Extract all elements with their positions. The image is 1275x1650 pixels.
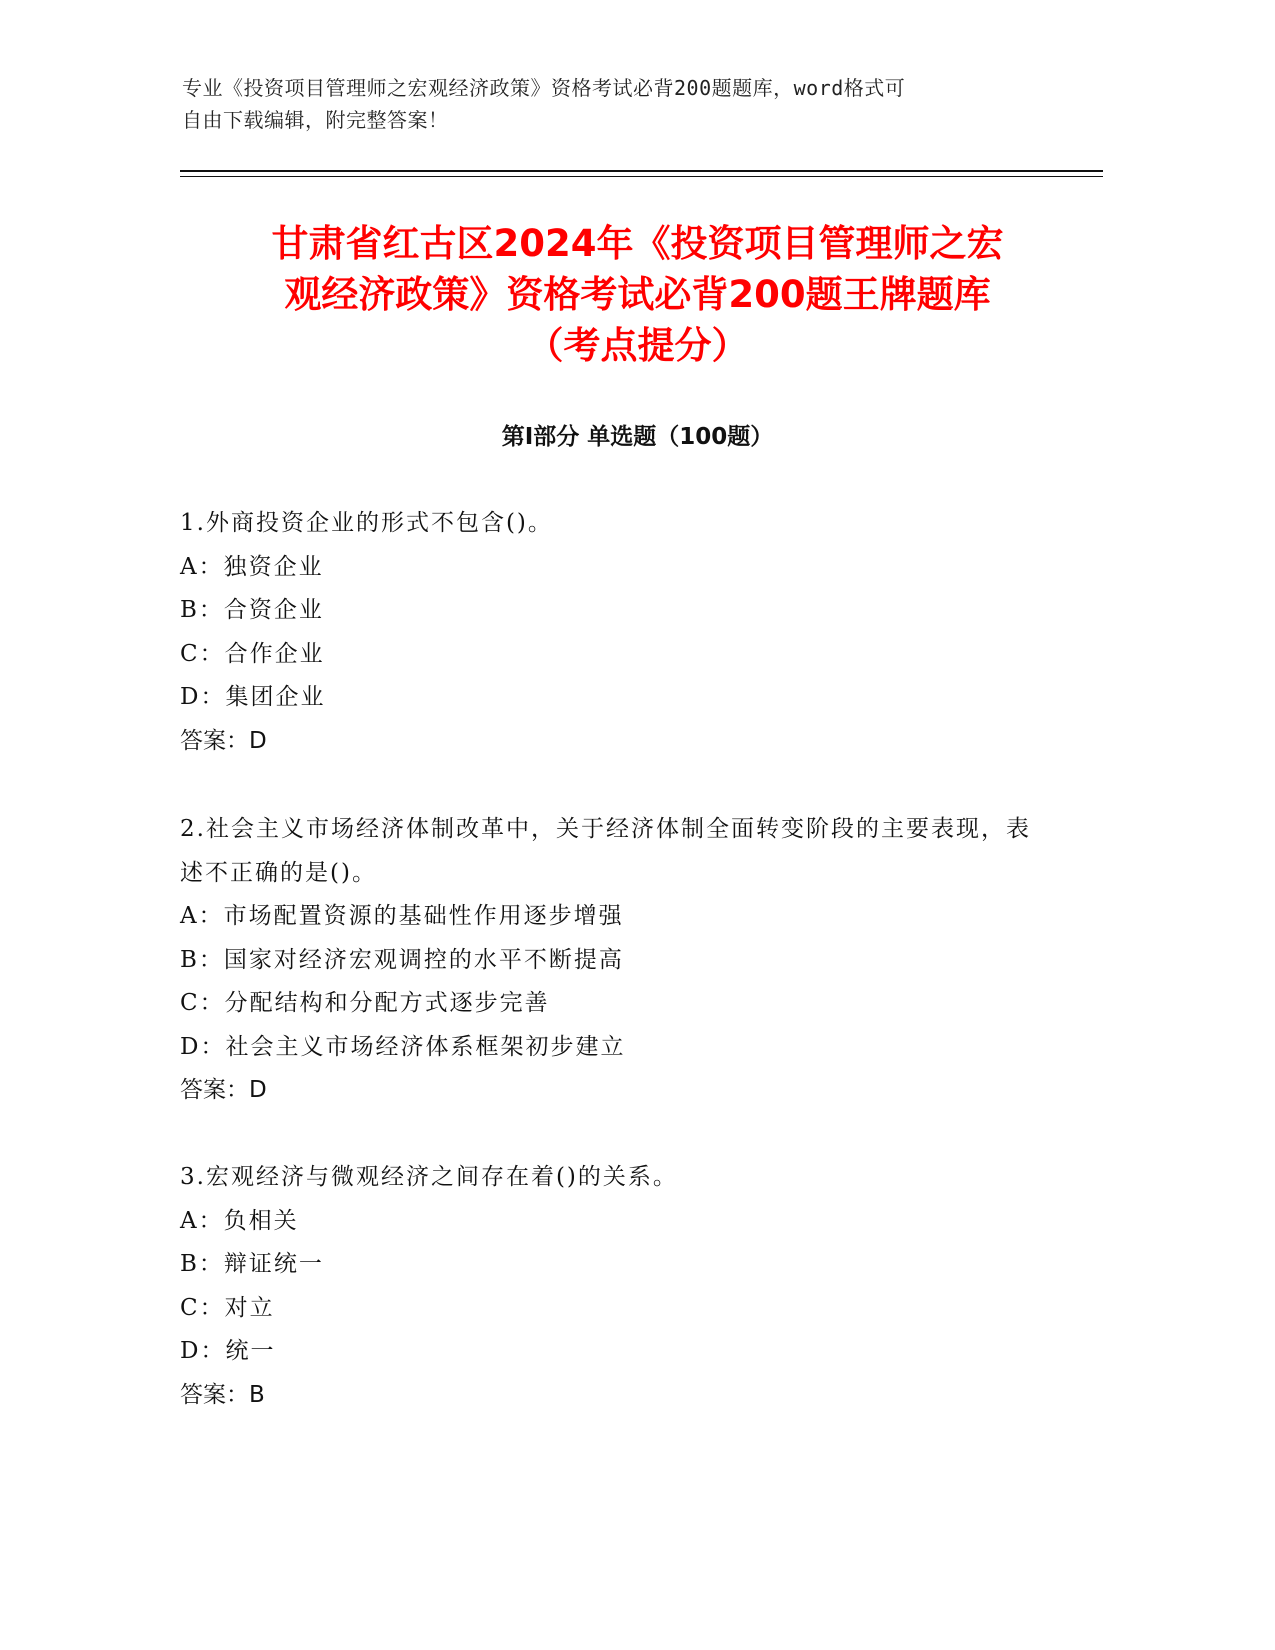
option-d: D：统一: [180, 1338, 276, 1364]
option-b: B：国家对经济宏观调控的水平不断提高: [180, 946, 624, 973]
question-1: [180, 502, 1040, 763]
document-title: [150, 218, 1125, 371]
question-stem: 3.宏观经济与微观经济之间存在着()的关系。: [180, 1164, 678, 1190]
option-a: A：独资企业: [180, 553, 324, 580]
option-a: A：市场配置资源的基础性作用逐步增强: [180, 903, 624, 929]
question-stem: 2.社会主义市场经济体制改革中，关于经济体制全面转变阶段的主要表现，表述不正确的是()。: [180, 816, 1031, 886]
header-divider-thin: [180, 176, 1103, 177]
answer: 答案：D: [180, 1077, 267, 1103]
option-c: C：对立: [180, 1294, 275, 1321]
option-a: A：负相关: [180, 1207, 299, 1234]
header-note: [182, 72, 1042, 136]
header-divider-thick: [180, 170, 1103, 172]
option-d: D：集团企业: [180, 684, 326, 710]
question-stem: 1.外商投资企业的形式不包含()。: [180, 510, 553, 536]
option-b: B：合资企业: [180, 597, 324, 623]
answer: 答案：D: [180, 727, 267, 754]
header-note-line-2: 自由下载编辑，附完整答案！: [182, 108, 449, 132]
section-heading: 第Ⅰ部分 单选题（100题）: [501, 424, 774, 450]
header-note-line-1: 专业《投资项目管理师之宏观经济政策》资格考试必背200题题库，word格式可: [182, 76, 906, 100]
option-c: C：合作企业: [180, 640, 325, 667]
answer: 答案：B: [180, 1381, 265, 1408]
option-d: D：社会主义市场经济体系框架初步建立: [180, 1033, 626, 1060]
document-title-line-3: （考点提分）: [526, 324, 749, 367]
question-2: [180, 808, 1040, 1113]
option-b: B：辩证统一: [180, 1251, 324, 1277]
document-title-line-2: 观经济政策》资格考试必背200题王牌题库: [284, 273, 991, 316]
question-3: [180, 1156, 1040, 1417]
document-title-line-1: 甘肃省红古区2024年《投资项目管理师之宏: [271, 222, 1004, 265]
option-c: C：分配结构和分配方式逐步完善: [180, 990, 550, 1016]
